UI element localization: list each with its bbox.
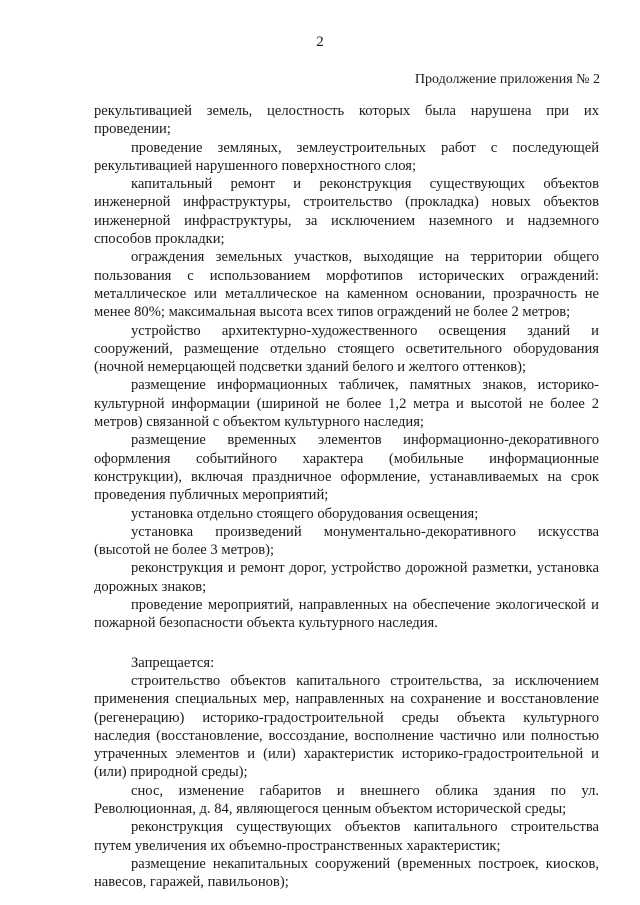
paragraph: размещение некапитальных сооружений (временных построек, киосков, навесов, гаражей, павильонов); bbox=[94, 855, 599, 891]
prohibited-heading: Запрещается: bbox=[131, 654, 215, 671]
paragraph: установка произведений монументально-декоративного искусства (высотой не более 3 метров); bbox=[94, 523, 599, 559]
paragraph: размещение временных элементов информационно-декоративного оформления событийного характера (мобильные информационные конструкции), включая праздничное оформление, устанавливаемых на срок проведения публичных мероприятий; bbox=[94, 432, 599, 504]
paragraph: снос, изменение габаритов и внешнего облика здания по ул. Революционная, д. 84, являющегося ценным объектом исторической среды; bbox=[94, 782, 599, 817]
paragraph: устройство архитектурно-художественного освещения зданий и сооружений, размещение отдельно стоящего осветительного оборудования (ночной немерцающей подсветки зданий белого и желтого оттенков); bbox=[94, 322, 599, 376]
paragraph: проведение земляных, землеустроительных работ с последующей рекультивацией нарушенного поверхностного слоя; bbox=[94, 139, 599, 174]
document-body bbox=[94, 102, 599, 891]
page-number: 2 bbox=[316, 34, 324, 50]
paragraph: рекультивацией земель, целостность которых была нарушена при их проведении; bbox=[94, 103, 599, 138]
paragraph: реконструкция существующих объектов капитального строительства путем увеличения их объемно-пространственных характеристик; bbox=[94, 819, 599, 854]
paragraph: проведение мероприятий, направленных на обеспечение экологической и пожарной безопасности объекта культурного наследия. bbox=[94, 597, 599, 632]
paragraph: капитальный ремонт и реконструкция существующих объектов инженерной инфраструктуры, строительство (прокладка) новых объектов инженерной инфраструктуры, за исключением наземного и надземного способов прокладки; bbox=[94, 176, 599, 248]
paragraph: реконструкция и ремонт дорог, устройство дорожной разметки, установка дорожных знаков; bbox=[94, 560, 599, 595]
paragraph: установка отдельно стоящего оборудования освещения; bbox=[131, 505, 479, 522]
paragraph: строительство объектов капитального строительства, за исключением применения специальных мер, направленных на сохранение и восстановление (регенерацию) историко-градостроительной среды объекта культурного наследия (восстановление, воссоздание, восполнение частично или полностью утраченных элементов и (или) характеристик историко-градостроительной и (или) природной среды); bbox=[94, 672, 599, 781]
paragraph: размещение информационных табличек, памятных знаков, историко-культурной информации (шириной не более 1,2 метра и высотой не более 2 метров) связанной с объектом культурного наследия; bbox=[94, 377, 599, 431]
appendix-label: Продолжение приложения № 2 bbox=[414, 72, 600, 87]
paragraph: ограждения земельных участков, выходящие на территории общего пользования с использованием морфотипов исторических ограждений: металлическое или металлическое на каменном основании, прозрачность не менее 80%; максимальная высота всех типов ограждений не более 2 метров; bbox=[94, 249, 599, 321]
